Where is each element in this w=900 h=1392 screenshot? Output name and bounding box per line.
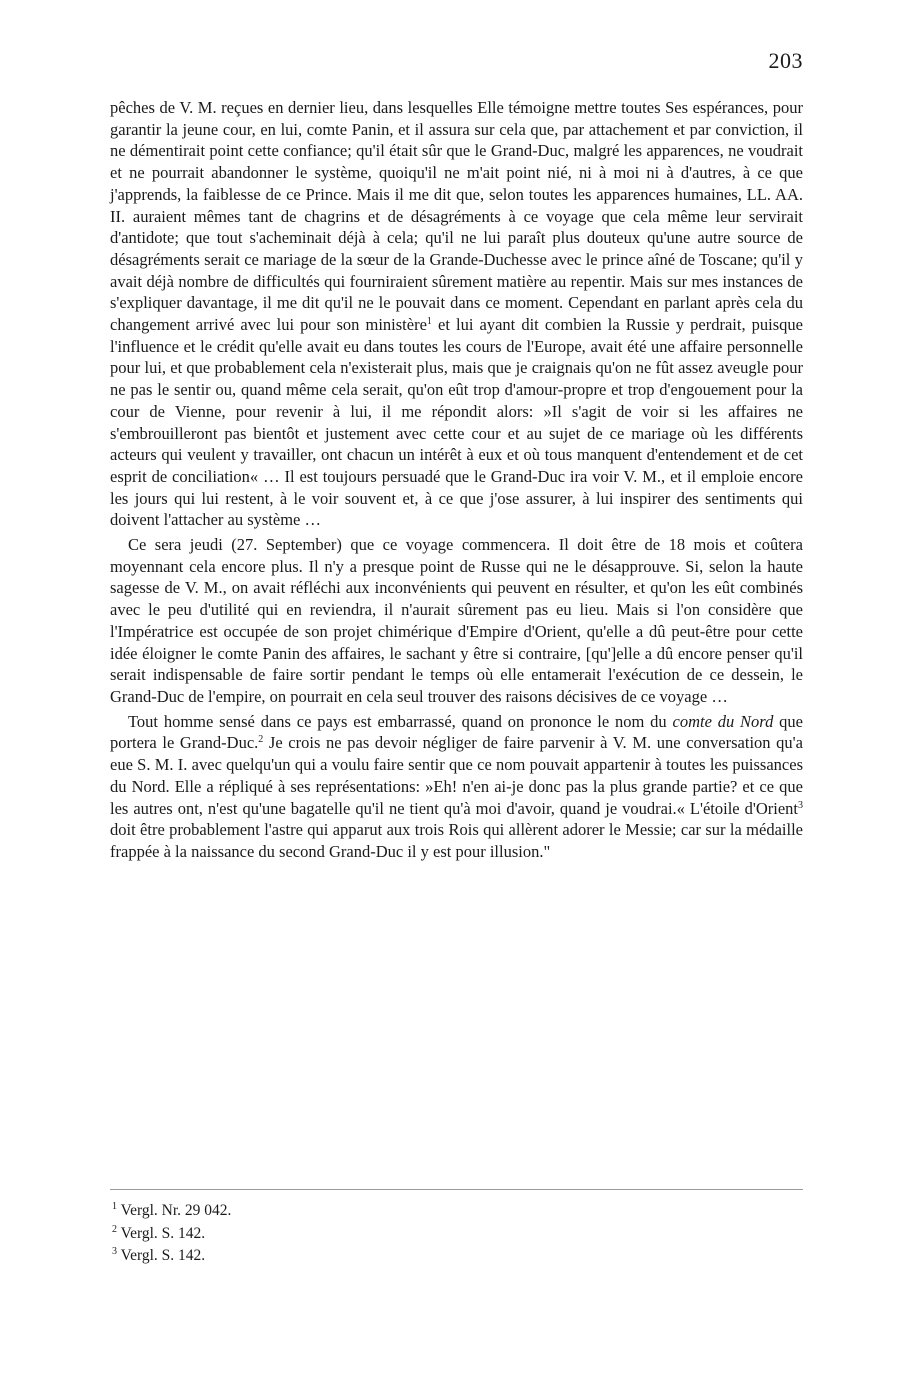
- footnote-text: Vergl. Nr. 29 042.: [120, 1202, 232, 1219]
- footnote-divider: [110, 1189, 803, 1190]
- footnote: [112, 1223, 231, 1246]
- footnote: [112, 1245, 231, 1268]
- footnote-mark: 1: [112, 1201, 117, 1212]
- footnotes: [112, 1200, 231, 1268]
- footnote-mark: 3: [112, 1246, 117, 1257]
- paragraph: [110, 711, 803, 863]
- footnote-reference: 3: [798, 799, 803, 811]
- footnote-text: Vergl. S. 142.: [120, 1224, 206, 1242]
- text-run: Ce sera jeudi (27. September) que ce voyage commencera. Il doit être de 18 mois et coûtera moyennant cela encore plus. Il n'y a presque point de Russe qui ne le désapprouve. Si, selon la haute sagesse de V. M., on avait réfléchi aux inconvénients qui peuvent en résulter, et qu'on les eût combinés avec le peu d'utilité qui en reviendra, il n'aurait sûrement pas eu lieu. Mais si l'on considère que l'Impératrice est occupée de son projet chimérique d'Empire d'Orient, qu'elle a dû peut-être pour cette idée éloigner le comte Panin des affaires, le sachant y être si contraire, [qu']elle a dû encore penser qu'il serait indispensable de faire sortir pendant le temps où elle entamerait l'exécution de ce dessein, le Grand-Duc de l'empire, on pourrait en cela seul trouver des raisons décisives de ce voyage …: [110, 535, 803, 706]
- paragraph: [110, 534, 803, 708]
- text-run: que portera le Grand-Duc.: [110, 711, 804, 753]
- page-number: 203: [768, 48, 803, 73]
- paragraph: [110, 97, 803, 531]
- body-text: [110, 97, 803, 863]
- text-run: et lui ayant dit combien la Russie y perdrait, puisque l'influence et le crédit qu'elle avait eu dans toutes les cours de l'Europe, avait été une affaire personnelle pour lui, et que probablement cela n'existerait plus, mais que je craignais qu'on ne fût assez aveugle pour ne pas le sentir ou, quand même cela serait, qu'on eût trop d'amour-propre et trop d'engouement pour la cour de Vienne, pour revenir à lui, il me répondit alors: »Il s'agit de voir si les affaires ne s'embrouilleront pas bientôt et justement avec cette cour et au sujet de ce mariage où les différents acteurs qui veulent y travailler, ont chacun un intérêt à eux et où tous manquent d'entendement et de cet esprit de conciliation« … Il est toujours persuadé que le Grand-Duc ira voir V. M., et il emploie encore les jours qui lui restent, à le voir souvent et, à ce que j'ose assurer, à lui inspirer des sentiments qui doivent l'attacher au système …: [110, 315, 804, 530]
- footnote-mark: 2: [112, 1223, 117, 1235]
- footnote-text: Vergl. S. 142.: [120, 1247, 206, 1264]
- footnote-reference: 2: [258, 734, 264, 746]
- footnote-reference: 1: [426, 316, 432, 328]
- footnote: [112, 1200, 231, 1223]
- text-run: doit être probablement l'astre qui apparut aux trois Rois qui allèrent adorer le Messie; car sur la médaille frappée à la naissance du second Grand-Duc il y est pour illusion.": [110, 820, 803, 861]
- emphasis-text: comte du Nord: [672, 711, 774, 731]
- text-run: Tout homme sensé dans ce pays est embarrassé, quand on prononce le nom du: [128, 711, 673, 731]
- text-run: Je crois ne pas devoir négliger de faire parvenir à V. M. une conversation qu'a eue S. M. I. avec quelqu'un qui a voulu faire sentir que ce nom pouvait appartenir à toutes les puissances du Nord. Elle a répliqué à ses représentations: »Eh! n'en ai-je donc pas la plus grande partie? et ce que les autres ont, n'est qu'une bagatelle qu'il ne tient qu'à moi d'avoir, quand je voudrai.« L'étoile d'Orient: [110, 733, 803, 818]
- text-run: pêches de V. M. reçues en dernier lieu, dans lesquelles Elle témoigne mettre toutes Ses espérances, pour garantir la jeune cour, en lui, comte Panin, et il assura sur cela que, par attachement et par conviction, il ne démentirait point cette confiance; qu'il était sûr que le Grand-Duc, malgré les apparences, ne voudrait et ne pourrait abandonner le système, quoiqu'il ne m'ait point nié, ni à moi ni à d'autres, à ce que j'apprends, la faiblesse de ce Prince. Mais il me dit que, selon toutes les apparences humaines, LL. AA. II. auraient mêmes tant de chagrins et de désagréments à ce voyage que cela même leur servirait d'antidote; que tout s'acheminait déjà à cela; qu'il ne lui paraît plus douteux qu'une autre source de désagréments serait ce mariage de la sœur de la Grande-Duchesse avec le prince aîné de Toscane; qu'il y avait déjà nombre de difficultés qui fourniraient sûrement matière au repentir. Mais sur mes instances de s'expliquer davantage, il me dit qu'il ne le pouvait dans ce moment. Cependant en parlant après cela du changement arrivé avec lui pour son ministère: [110, 98, 803, 335]
